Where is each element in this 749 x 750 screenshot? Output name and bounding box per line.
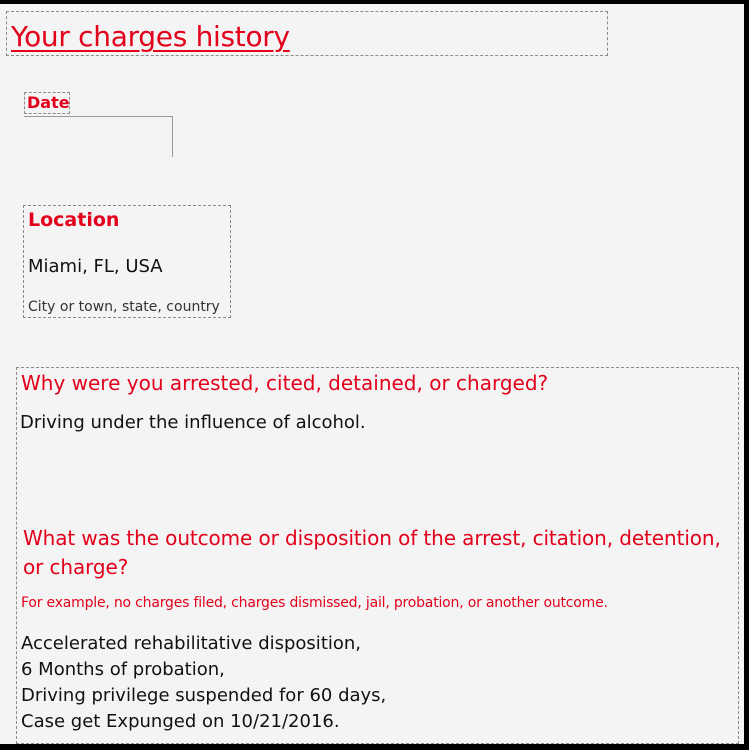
outcome-answer[interactable] [21,631,386,735]
outcome-answer-line: 6 Months of probation, [21,659,225,680]
outcome-hint: For example, no charges filed, charges dismissed, jail, probation, or another outcome. [21,595,608,611]
page-title: Your charges history [11,20,290,53]
reason-answer[interactable]: Driving under the influence of alcohol. [20,412,366,433]
date-field[interactable] [24,116,173,157]
outcome-answer-line: Driving privilege suspended for 60 days, [21,685,387,706]
date-label-container [24,92,70,114]
reason-question: Why were you arrested, cited, detained, or charged? [21,371,549,395]
charge-details-section [16,367,739,744]
location-value[interactable]: Miami, FL, USA [28,256,163,277]
location-section [23,205,231,318]
charges-history-form [0,4,744,744]
date-label: Date [27,93,70,112]
outcome-answer-line: Case get Expunged on 10/21/2016. [21,711,340,732]
location-hint: City or town, state, country [28,299,220,315]
outcome-question: What was the outcome or disposition of the arrest, citation, detention, or charge? [23,526,721,579]
location-label: Location [28,209,120,231]
outcome-answer-line: Accelerated rehabilitative disposition, [21,633,362,654]
title-container [6,11,608,56]
